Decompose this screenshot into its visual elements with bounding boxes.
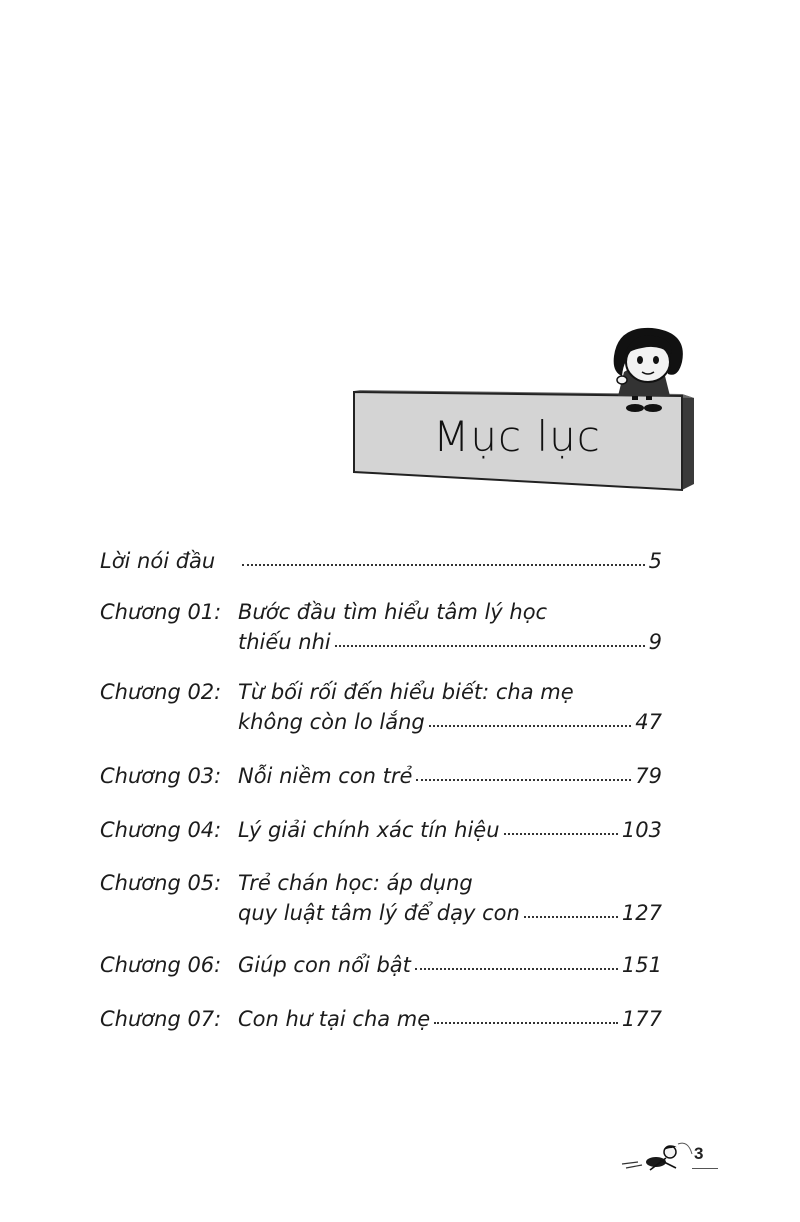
- toc-title: Từ bối rối đến hiểu biết: cha mẹ: [238, 680, 574, 704]
- toc-page-number: 5: [648, 549, 662, 573]
- toc-label: Chương 07:: [100, 1007, 222, 1031]
- toc-entry-chapter-03[interactable]: [100, 761, 662, 791]
- toc-title: Nỗi niềm con trẻ: [238, 764, 413, 788]
- title-sign: [352, 322, 712, 492]
- toc-title: Lý giải chính xác tín hiệu: [238, 818, 500, 842]
- table-of-contents: [100, 546, 662, 1034]
- toc-title-cont: không còn lo lắng: [238, 710, 425, 734]
- toc-entry-chapter-01[interactable]: [100, 597, 662, 657]
- toc-page-number: 127: [621, 901, 662, 925]
- dot-leader: [524, 910, 618, 918]
- dot-leader: [242, 558, 645, 566]
- running-girl-icon: [620, 1138, 694, 1174]
- dot-leader: [416, 773, 631, 781]
- toc-entry-chapter-02[interactable]: [100, 677, 662, 737]
- page-footer: [620, 1138, 720, 1174]
- toc-page-number: 47: [635, 710, 662, 734]
- toc-title-cont: quy luật tâm lý để dạy con: [238, 901, 520, 925]
- toc-label: Chương 02:: [100, 680, 222, 704]
- toc-page-number: 151: [621, 953, 662, 977]
- dot-leader: [335, 639, 645, 647]
- toc-label: Chương 03:: [100, 764, 222, 788]
- footer-rule: [692, 1168, 718, 1169]
- toc-page-number: 79: [635, 764, 662, 788]
- page-number: 3: [694, 1144, 704, 1163]
- dot-leader: [415, 962, 618, 970]
- toc-label: Chương 04:: [100, 818, 222, 842]
- toc-entry-chapter-05[interactable]: [100, 868, 662, 928]
- dot-leader: [504, 827, 618, 835]
- dot-leader: [429, 719, 632, 727]
- toc-title: Trẻ chán học: áp dụng: [238, 871, 473, 895]
- toc-title: Giúp con nổi bật: [238, 953, 411, 977]
- toc-page-number: 177: [621, 1007, 662, 1031]
- toc-title: Bước đầu tìm hiểu tâm lý học: [238, 600, 548, 624]
- toc-label: Lời nói đầu: [100, 549, 216, 573]
- toc-label: Chương 05:: [100, 871, 222, 895]
- toc-entry-preface[interactable]: [100, 546, 662, 576]
- toc-page-number: 103: [621, 818, 662, 842]
- dot-leader: [434, 1016, 618, 1024]
- toc-label: Chương 06:: [100, 953, 222, 977]
- toc-title: Con hư tại cha mẹ: [238, 1007, 431, 1031]
- toc-title-cont: thiếu nhi: [238, 630, 331, 654]
- toc-label: Chương 01:: [100, 600, 222, 624]
- toc-page-number: 9: [648, 630, 662, 654]
- toc-entry-chapter-07[interactable]: [100, 1004, 662, 1034]
- girl-on-sign-illustration: [352, 322, 712, 492]
- page-title: Mục lục: [433, 412, 601, 461]
- toc-entry-chapter-06[interactable]: [100, 950, 662, 980]
- toc-entry-chapter-04[interactable]: [100, 815, 662, 845]
